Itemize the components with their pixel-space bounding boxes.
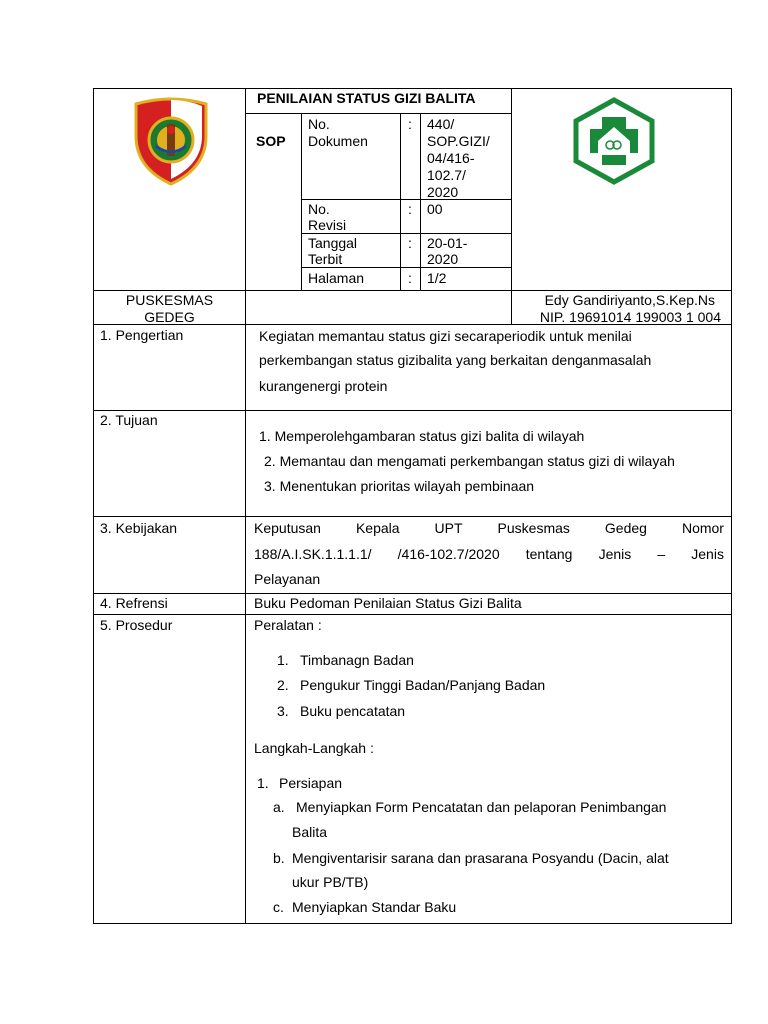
peralatan-item: Timbanagn Badan: [300, 652, 414, 668]
peralatan-item: Pengukur Tinggi Badan/Panjang Badan: [300, 677, 546, 693]
label-no-dokumen-2: Dokumen: [308, 133, 368, 149]
sop-label: SOP: [256, 133, 286, 149]
sub-letter: b.: [273, 850, 285, 866]
label-tanggal-2: Terbit: [308, 251, 343, 267]
kebijakan-word: Jenis: [691, 546, 724, 562]
document-title: PENILAIAN STATUS GIZI BALITA: [257, 90, 476, 106]
kebijakan-word: Gedeg: [604, 520, 647, 536]
value-dokumen-5: 2020: [427, 184, 459, 200]
kebijakan-word: –: [657, 546, 666, 562]
sub-line: Mengiventarisir sarana dan prasarana Posyandu (Dacin, alat: [292, 850, 669, 866]
kebijakan-word: Jenis: [598, 546, 632, 562]
kebijakan-word: /416-102.7/2020: [397, 546, 500, 562]
kebijakan-word: Kepala: [355, 520, 400, 536]
border-col-colon: [400, 113, 401, 291]
kebijakan-line-2: [254, 546, 724, 562]
kebijakan-line-3: Pelayanan: [254, 571, 321, 587]
label-no-revisi-2: Revisi: [308, 217, 347, 233]
border-top: [93, 88, 731, 89]
value-halaman: 1/2: [427, 270, 447, 286]
tujuan-item: 2. Memantau dan mengamati perkembangan status gizi di wilayah: [264, 453, 675, 469]
value-tanggal-2: 2020: [427, 251, 459, 267]
section-label-prosedur: 5. Prosedur: [100, 617, 173, 633]
section-label-kebijakan: 3. Kebijakan: [100, 520, 178, 536]
section-label-pengertian: 1. Pengertian: [100, 327, 184, 343]
colon-dokumen: :: [408, 116, 412, 132]
step-title: Persiapan: [279, 775, 343, 791]
sub-letter: c.: [273, 899, 284, 915]
border-right: [731, 88, 732, 924]
peralatan-num: 3.: [277, 703, 289, 719]
kebijakan-word: Nomor: [681, 520, 724, 536]
border-col-right: [511, 88, 512, 325]
tujuan-item: 3. Menentukan prioritas wilayah pembinaan: [264, 478, 535, 494]
border-tujuan-bottom: [93, 516, 731, 517]
border-left: [93, 88, 94, 924]
value-dokumen-4: 102.7/: [427, 167, 466, 183]
value-dokumen-3: 04/416-: [427, 150, 475, 166]
border-pengertian-bottom: [93, 410, 731, 411]
pengertian-line: perkembangan status gizibalita yang berkaitan denganmasalah: [259, 352, 652, 368]
value-dokumen-1: 440/: [427, 116, 455, 132]
kebijakan-word: tentang: [525, 546, 573, 562]
colon-revisi: :: [408, 201, 412, 217]
border-col-left: [245, 88, 246, 924]
peralatan-num: 1.: [277, 652, 289, 668]
kebijakan-line-1: [254, 520, 724, 536]
kebijakan-word: 188/A.I.SK.1.1.1.1/: [254, 546, 372, 562]
regional-emblem-icon: [132, 96, 210, 186]
border-col-sop: [301, 113, 302, 291]
border-row-tanggal: [301, 267, 511, 268]
kebijakan-word: UPT: [434, 520, 463, 536]
step-num: 1.: [257, 775, 269, 791]
border-bottom: [93, 923, 731, 924]
kebijakan-word: Keputusan: [254, 520, 321, 536]
value-revisi: 00: [427, 201, 443, 217]
peralatan-label: Peralatan :: [254, 617, 322, 633]
border-title-bottom: [245, 113, 511, 114]
colon-tanggal: :: [408, 235, 412, 251]
sub-line: Balita: [292, 824, 328, 840]
pengertian-line: kurangenergi protein: [259, 378, 388, 394]
border-header-bottom: [93, 290, 731, 291]
sub-line: ukur PB/TB): [292, 874, 369, 890]
colon-halaman: :: [408, 270, 412, 286]
sub-line: Menyiapkan Standar Baku: [292, 899, 457, 915]
pengertian-line: Kegiatan memantau status gizi secaraperiodik untuk menilai: [259, 328, 632, 344]
signer-nip: NIP. 19691014 199003 1 004: [539, 309, 721, 325]
border-row-dokumen: [301, 199, 511, 200]
sub-letter: a.: [273, 799, 285, 815]
label-tanggal-1: Tanggal: [308, 235, 358, 251]
section-label-refrensi: 4. Refrensi: [100, 595, 168, 611]
label-halaman: Halaman: [308, 270, 365, 286]
label-no-revisi-1: No.: [308, 201, 330, 217]
peralatan-item: Buku pencatatan: [300, 703, 406, 719]
border-col-value: [420, 113, 421, 291]
border-refrensi-bottom: [93, 614, 731, 615]
langkah-label: Langkah-Langkah :: [254, 740, 374, 756]
kebijakan-word: Puskesmas: [497, 520, 570, 536]
peralatan-num: 2.: [277, 677, 289, 693]
signer-name: Edy Gandiriyanto,S.Kep.Ns: [544, 292, 715, 308]
value-dokumen-2: SOP.GIZI/: [427, 133, 490, 149]
border-kebijakan-bottom: [93, 593, 731, 594]
sub-line: Menyiapkan Form Pencatatan dan pelaporan Penimbangan: [296, 799, 667, 815]
kemenkes-logo-icon: [572, 97, 656, 185]
org-name-1: PUSKESMAS: [125, 292, 214, 308]
org-name-2: GEDEG: [144, 309, 195, 325]
tujuan-item: 1. Memperolehgambaran status gizi balita di wilayah: [259, 428, 585, 444]
value-tanggal-1: 20-01-: [427, 235, 468, 251]
section-label-tujuan: 2. Tujuan: [100, 412, 158, 428]
refrensi-text: Buku Pedoman Penilaian Status Gizi Balita: [254, 595, 522, 611]
label-no-dokumen-1: No.: [308, 116, 330, 132]
border-row-revisi: [301, 233, 511, 234]
